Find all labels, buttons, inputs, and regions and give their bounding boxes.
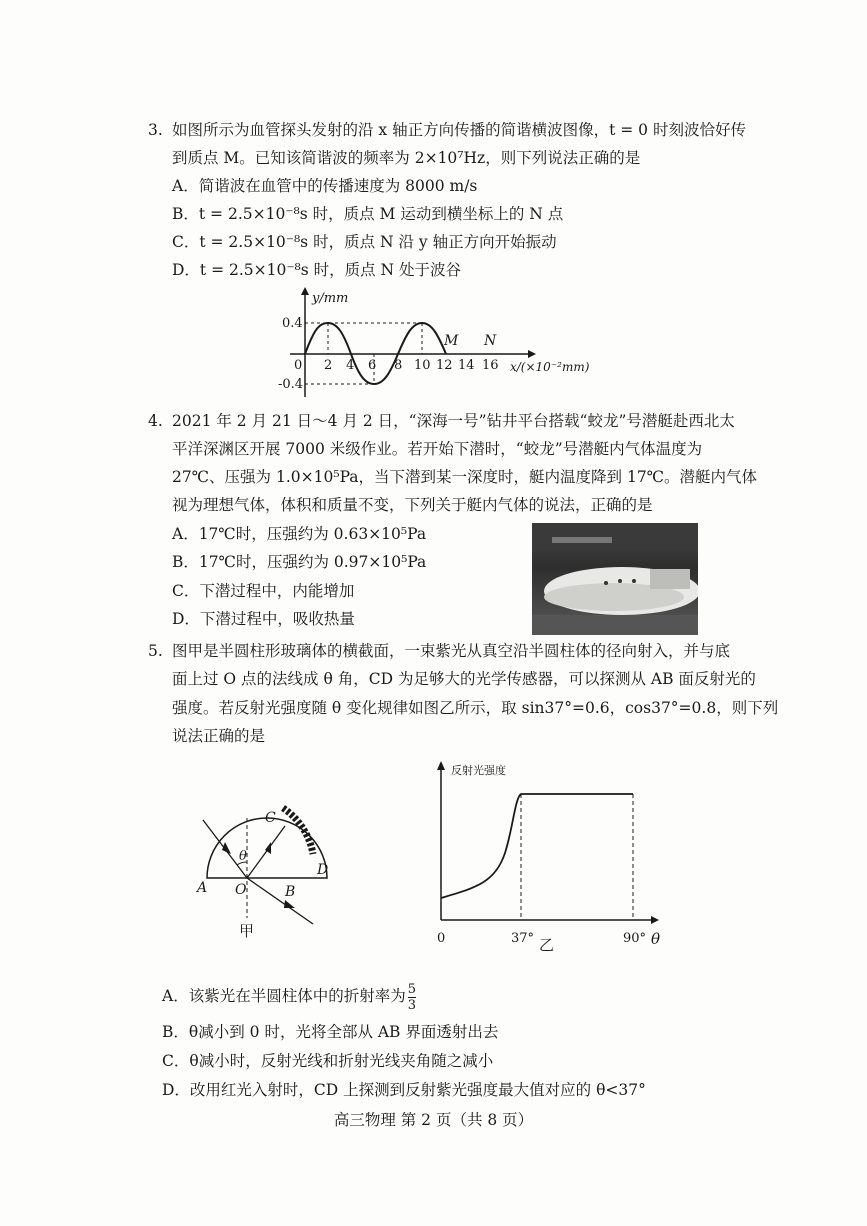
q3-xtick-12: 12 [436, 358, 453, 373]
caption-jia: 甲 [239, 922, 255, 940]
q5-fraction-num: 5 [407, 981, 416, 997]
label-d: D [317, 862, 329, 878]
q5-stem-line2: 面上过 O 点的法线成 θ 角，CD 为足够大的光学传感器，可以探测从 AB 面反射光的 [172, 670, 756, 688]
q3-point-m: M [444, 333, 459, 349]
q4-stem-line1: 2021 年 2 月 21 日～4 月 2 日，“深海一号”钻井平台搭载“蛟龙”号潜艇赴西北太 [172, 412, 735, 430]
q5-number: 5. [148, 642, 163, 660]
q5-fraction-den: 3 [407, 997, 416, 1013]
q3-x-arrow [528, 350, 536, 358]
q4-number: 4. [148, 412, 163, 430]
q3-xtick-14: 14 [458, 358, 475, 373]
reflected-ray [247, 826, 285, 878]
sensor-cd [283, 808, 313, 854]
q3-ytick-pos: 0.4 [282, 316, 303, 331]
q3-stem-line1: 如图所示为血管探头发射的沿 x 轴正方向传播的简谐横波图像，t = 0 时刻波恰好传 [172, 121, 746, 139]
q5-figure-b [425, 758, 675, 958]
label-o: O [235, 882, 247, 898]
q4-option-b: B．17℃时，压强约为 0.97×10⁵Pa [172, 553, 427, 571]
b-caption-yi: 乙 [539, 936, 555, 954]
q4-option-c: C．下潜过程中，内能增加 [172, 582, 355, 600]
q5-figure-a [185, 790, 355, 950]
q3-number: 3. [148, 121, 163, 139]
refracted-arrow [284, 900, 295, 908]
q5-stem-line4: 说法正确的是 [172, 727, 266, 745]
b-intensity-curve [441, 794, 633, 898]
q5-option-c: C．θ减小时，反射光线和折射光线夹角随之减小 [162, 1052, 494, 1070]
b-x-label: θ [651, 930, 661, 948]
q3-stem-line2: 到质点 M。已知该简谐波的频率为 2×10⁷Hz，则下列说法正确的是 [172, 149, 641, 167]
incident-arrow [222, 842, 231, 854]
q3-x-label: x/(×10⁻²mm) [510, 360, 590, 374]
q5-option-d: D．改用红光入射时，CD 上探测到反射紫光强度最大值对应的 θ<37° [162, 1081, 646, 1099]
label-a: A [197, 880, 208, 896]
page-footer: 高三物理 第 2 页（共 8 页） [333, 1111, 534, 1129]
q4-option-a: A．17℃时，压强约为 0.63×10⁵Pa [172, 525, 427, 543]
b-xtick-37: 37° [511, 931, 535, 946]
q4-stem-line3: 27℃、压强为 1.0×10⁵Pa，当下潜到某一深度时，艇内温度降到 17℃。潜艇内气体 [172, 468, 758, 486]
q4-stem-line2: 平洋深渊区开展 7000 米级作业。若开始下潜时，“蛟龙”号潜艇内气体温度为 [172, 440, 703, 458]
b-origin: 0 [437, 931, 446, 946]
b-y-arrow [437, 761, 445, 770]
q3-option-a: A．简谐波在血管中的传播速度为 8000 m/s [172, 177, 478, 195]
q3-y-label: y/mm [312, 291, 349, 306]
q5-option-b: B．θ减小到 0 时，光将全部从 AB 界面透射出去 [162, 1023, 499, 1041]
q3-xtick-2: 2 [324, 358, 333, 373]
label-theta: θ [239, 849, 247, 864]
label-b: B [285, 884, 296, 900]
q3-wave-graph [270, 285, 600, 400]
q3-y-arrow [301, 287, 309, 295]
b-y-label: 反射光强度 [451, 764, 506, 777]
q3-xtick-4: 4 [346, 358, 355, 373]
label-c: C [265, 810, 276, 826]
q3-option-c: C．t = 2.5×10⁻⁸s 时，质点 N 沿 y 轴正方向开始振动 [172, 233, 557, 251]
q3-ytick-neg: -0.4 [278, 377, 304, 392]
q3-xtick-6: 6 [368, 358, 377, 373]
q5-stem-line3: 强度。若反射光强度随 θ 变化规律如图乙所示，取 sin37°=0.6，cos37°=0.8，则下列 [172, 699, 779, 717]
refracted-ray [247, 878, 313, 924]
q3-origin: 0 [294, 358, 303, 373]
submarine-illustration [532, 523, 698, 635]
q3-point-n: N [484, 333, 497, 349]
q4-option-d: D．下潜过程中，吸收热量 [172, 610, 355, 628]
b-xtick-90: 90° [623, 931, 647, 946]
q5-option-a [162, 980, 416, 1013]
q3-xtick-10: 10 [414, 358, 431, 373]
q3-xtick-16: 16 [482, 358, 499, 373]
q3-option-d: D．t = 2.5×10⁻⁸s 时，质点 N 处于波谷 [172, 261, 462, 279]
q3-xtick-8: 8 [394, 358, 403, 373]
submarine-photo [532, 523, 698, 635]
q4-stem-line4: 视为理想气体，体积和质量不变，下列关于艇内气体的说法，正确的是 [172, 496, 653, 514]
q5-stem-line1: 图甲是半圆柱形玻璃体的横截面，一束紫光从真空沿半圆柱体的径向射入，并与底 [172, 642, 731, 660]
b-x-arrow [651, 916, 659, 924]
q3-option-b: B．t = 2.5×10⁻⁸s 时，质点 M 运动到横坐标上的 N 点 [172, 205, 564, 223]
q5-option-a-fraction [408, 982, 416, 1013]
q5-option-a-text: A．该紫光在半圆柱体中的折射率为 [162, 987, 406, 1005]
